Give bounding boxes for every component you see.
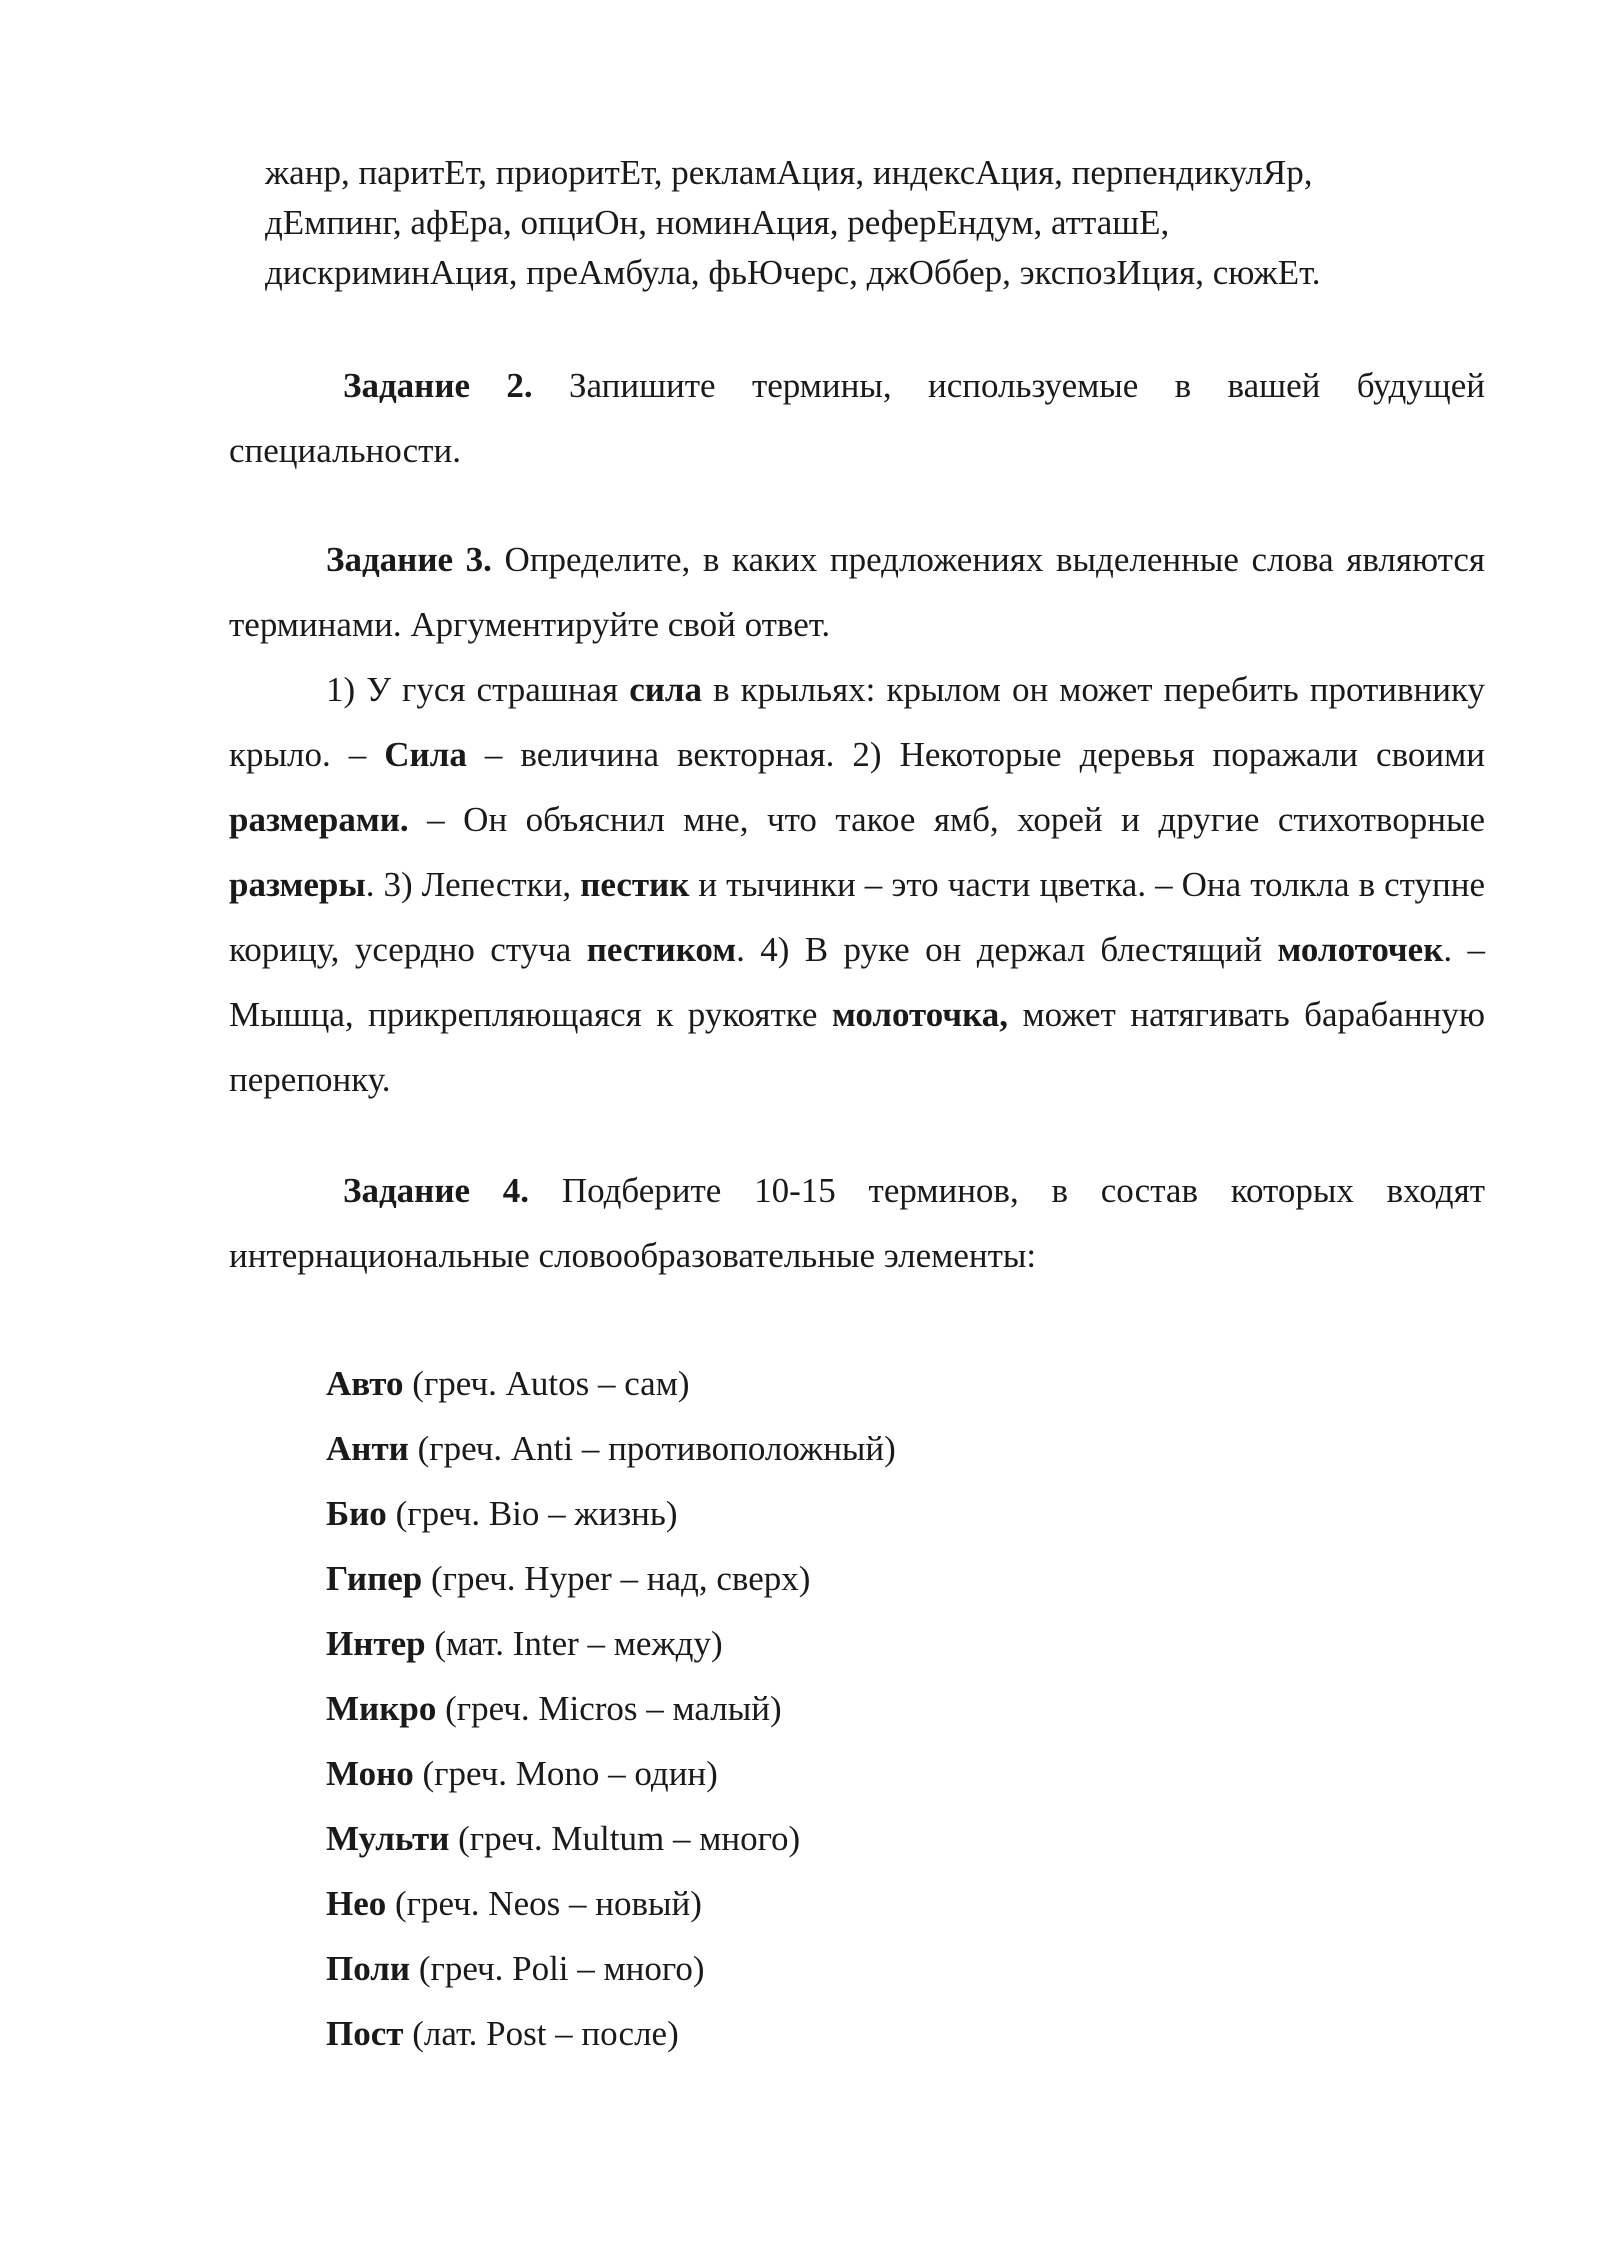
example-text: . 3) Лепестки,: [365, 865, 581, 904]
term-element: Анти: [326, 1429, 409, 1468]
stress-words-line-1: жанр, паритЕт, приоритЕт, рекламАция, индексАция, перпендикулЯр,: [265, 153, 1313, 192]
highlighted-word: молоточек: [1277, 930, 1444, 969]
word-elements-list: [326, 1351, 896, 2066]
term-element: Гипер: [326, 1559, 423, 1598]
stress-words-line-2: дЕмпинг, афЕра, опциОн, номинАция, реферЕндум, атташЕ,: [265, 203, 1170, 242]
task-2-label: Задание 2.: [343, 366, 533, 405]
term-gloss: (греч. Neos – новый): [386, 1884, 702, 1923]
highlighted-word: сила: [629, 670, 703, 709]
task-4-section: [229, 1158, 1485, 1288]
term-element: Микро: [326, 1689, 437, 1728]
task-4-text: Подберите 10-15 терминов, в состав которых входят интернациональные словообразовательные элементы:: [229, 1171, 1486, 1275]
term-gloss: (греч. Hyper – над, сверх): [422, 1559, 811, 1598]
list-item: [326, 1936, 896, 2001]
term-gloss: (греч. Poli – много): [410, 1949, 705, 1988]
example-text: – величина векторная. 2) Некоторые деревья поражали своими: [466, 735, 1485, 774]
term-element: Интер: [326, 1624, 426, 1663]
list-item: [326, 1741, 896, 1806]
example-text: – Он объяснил мне, что такое ямб, хорей и другие стихотворные: [408, 800, 1485, 839]
term-gloss: (греч. Anti – противоположный): [408, 1429, 896, 1468]
list-item: [326, 1806, 896, 1871]
task-3-paragraph: [229, 527, 1485, 657]
term-gloss: (греч. Mono – один): [413, 1754, 718, 1793]
highlighted-word: размерами.: [229, 800, 409, 839]
stress-words-line-3: дискриминАция, преАмбула, фьЮчерс, джОббер, экспозИция, сюжЕт.: [265, 253, 1321, 292]
example-text: . 4) В руке он держал блестящий: [736, 930, 1278, 969]
task-4-label: Задание 4.: [343, 1171, 530, 1210]
term-element: Поли: [326, 1949, 411, 1988]
task-2-paragraph: [229, 353, 1485, 483]
highlighted-word: пестик: [580, 865, 690, 904]
term-gloss: (греч. Micros – малый): [436, 1689, 782, 1728]
term-gloss: (греч. Autos – сам): [403, 1364, 690, 1403]
example-text: может натягивать барабанную перепонку.: [229, 995, 1485, 1099]
task-2-text: Запишите термины, используемые в вашей будущей специальности.: [229, 366, 1485, 470]
list-item: [326, 1481, 896, 1546]
task-4-paragraph: [229, 1158, 1485, 1288]
highlighted-word: пестиком: [586, 930, 737, 969]
term-element: Нео: [326, 1884, 387, 1923]
term-element: Пост: [326, 2014, 404, 2053]
list-item: [326, 2001, 896, 2066]
term-gloss: (мат. Inter – между): [425, 1624, 723, 1663]
term-gloss: (греч. Bio – жизнь): [386, 1494, 678, 1533]
term-element: Моно: [326, 1754, 414, 1793]
list-item: [326, 1351, 896, 1416]
list-item: [326, 1871, 896, 1936]
term-element: Авто: [326, 1364, 404, 1403]
term-gloss: (лат. Post – после): [403, 2014, 679, 2053]
list-item: [326, 1546, 896, 1611]
example-text: в крыльях: крылом он может перебить противнику крыло. –: [229, 670, 1485, 774]
example-text: 1) У гуся страшная: [326, 670, 630, 709]
list-item: [326, 1611, 896, 1676]
task-3-examples: [229, 657, 1485, 1112]
task-2-section: [229, 353, 1485, 483]
example-text: и тычинки – это части цветка. – Она толкла в ступне корицу, усердно стуча: [229, 865, 1486, 969]
highlighted-word: Сила: [384, 735, 467, 774]
task-3-label: Задание 3.: [326, 540, 492, 579]
list-item: [326, 1676, 896, 1741]
task-3-section: [229, 527, 1485, 1112]
highlighted-word: молоточка,: [831, 995, 1008, 1034]
term-gloss: (греч. Multum – много): [449, 1819, 801, 1858]
task-3-text: Определите, в каких предложениях выделенные слова являются терминами. Аргументируйте свой ответ.: [229, 540, 1485, 644]
stress-words-list: [265, 148, 1505, 298]
example-text: . – Мышца, прикрепляющаяся к рукоятке: [229, 930, 1486, 1034]
term-element: Био: [326, 1494, 387, 1533]
list-item: [326, 1416, 896, 1481]
term-element: Мульти: [326, 1819, 450, 1858]
highlighted-word: размеры: [229, 865, 366, 904]
